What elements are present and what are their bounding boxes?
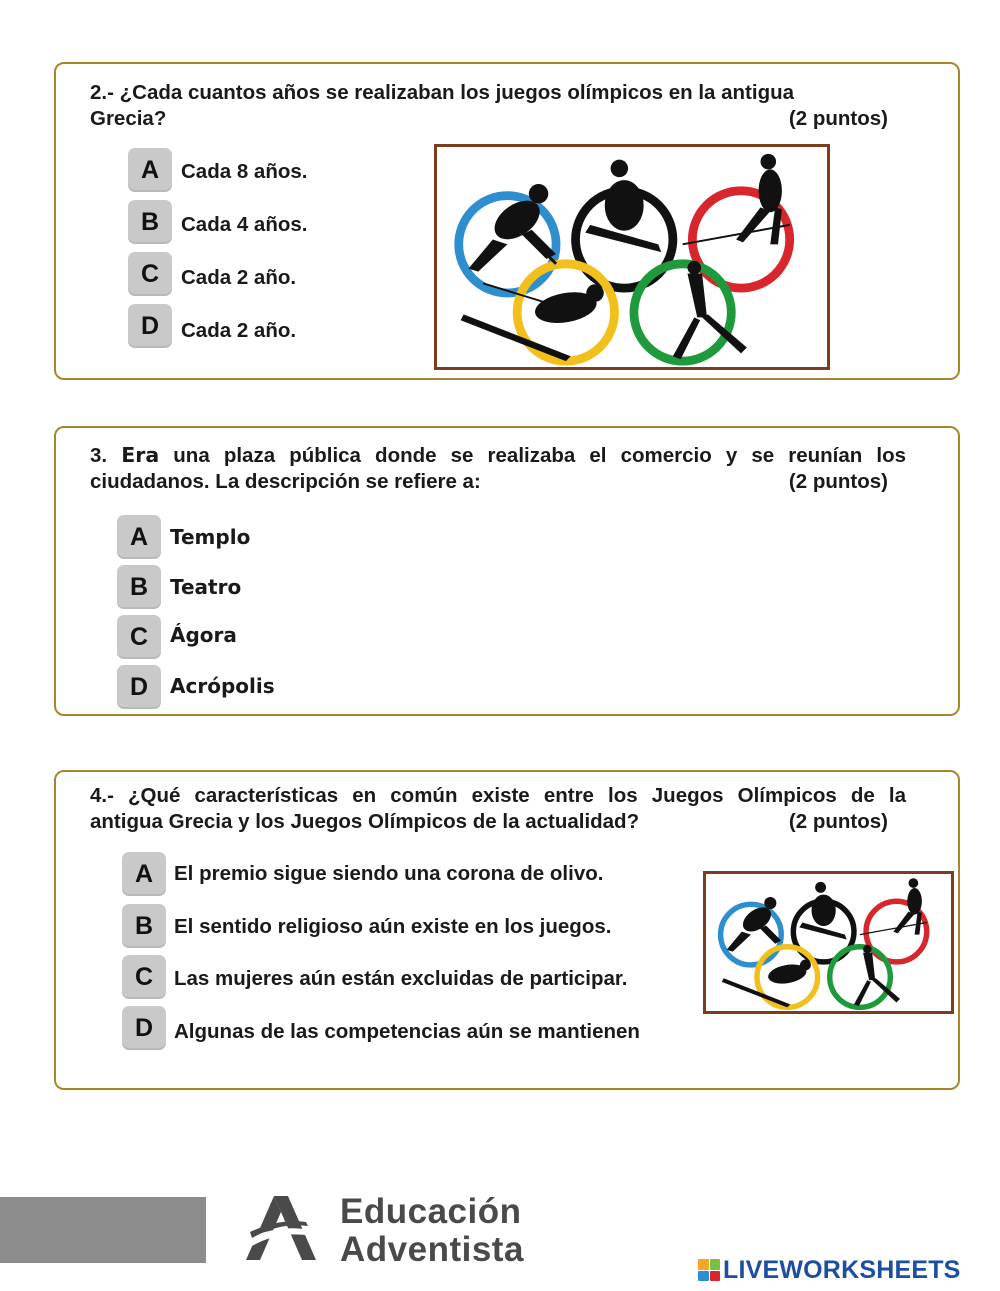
option-d-text: Cada 2 año.	[181, 319, 297, 342]
liveworksheets-icon	[698, 1259, 720, 1281]
option-a-text: El premio sigue siendo una corona de olivo.	[174, 862, 604, 885]
option-d-text: Acrópolis	[170, 674, 275, 698]
option-a-button[interactable]: A	[122, 852, 166, 896]
question-3-emphasis: Era	[121, 443, 160, 467]
question-3-line2: ciudadanos. La descripción se refiere a:	[90, 470, 481, 493]
question-3-card	[54, 426, 960, 716]
question-2-line2: Grecia?	[90, 107, 167, 130]
option-a-button[interactable]: A	[128, 148, 172, 192]
question-4-line2: antigua Grecia y los Juegos Olímpicos de la actualidad?	[90, 810, 640, 833]
option-d-button[interactable]: D	[117, 665, 161, 709]
option-c-button[interactable]: C	[117, 615, 161, 659]
olympic-rings-image-small	[703, 871, 954, 1014]
brand-line-2: Adventista	[340, 1230, 524, 1269]
question-3-number: 3.	[90, 444, 108, 467]
brand-line-1: Educación	[340, 1192, 522, 1231]
option-d-button[interactable]: D	[122, 1006, 166, 1050]
option-b-button[interactable]: B	[128, 200, 172, 244]
question-3-line1	[90, 442, 906, 469]
question-4-line1: 4.- ¿Qué características en común existe entre los Juegos Olímpicos de la	[90, 784, 906, 807]
olympic-rings-image	[434, 144, 830, 370]
option-b-text: El sentido religioso aún existe en los juegos.	[174, 915, 612, 938]
question-3-points: (2 puntos)	[788, 470, 888, 493]
option-c-text: Ágora	[170, 623, 237, 647]
option-d-text: Algunas de las competencias aún se mantienen	[174, 1020, 640, 1043]
liveworksheets-text: LIVEWORKSHEETS	[723, 1255, 961, 1284]
option-c-button[interactable]: C	[122, 955, 166, 999]
option-d-button[interactable]: D	[128, 304, 172, 348]
option-c-text: Las mujeres aún están excluidas de participar.	[174, 967, 628, 990]
question-4-prompt	[90, 783, 906, 835]
question-2-card	[54, 62, 960, 380]
question-2-points: (2 puntos)	[788, 107, 888, 130]
option-b-button[interactable]: B	[117, 565, 161, 609]
option-a-button[interactable]: A	[117, 515, 161, 559]
option-b-button[interactable]: B	[122, 904, 166, 948]
question-2-line1: 2.- ¿Cada cuantos años se realizaban los juegos olímpicos en la antigua	[90, 81, 795, 104]
question-4-points: (2 puntos)	[788, 810, 888, 833]
option-b-text: Teatro	[170, 575, 242, 599]
question-3-line1-rest: una plaza pública donde se realizaba el comercio y se reunían los	[173, 444, 906, 467]
option-c-text: Cada 2 año.	[181, 266, 297, 289]
liveworksheets-logo[interactable]	[698, 1256, 961, 1284]
educacion-adventista-logo-icon	[244, 1194, 318, 1262]
question-3-prompt	[90, 442, 906, 495]
footer-gray-bar	[0, 1197, 206, 1263]
option-c-button[interactable]: C	[128, 252, 172, 296]
option-b-text: Cada 4 años.	[181, 213, 308, 236]
olympic-rings-icon	[706, 874, 951, 1011]
olympic-rings-icon	[437, 147, 827, 367]
option-a-text: Cada 8 años.	[181, 160, 308, 183]
option-a-text: Templo	[170, 525, 251, 549]
question-2-prompt	[90, 80, 906, 132]
